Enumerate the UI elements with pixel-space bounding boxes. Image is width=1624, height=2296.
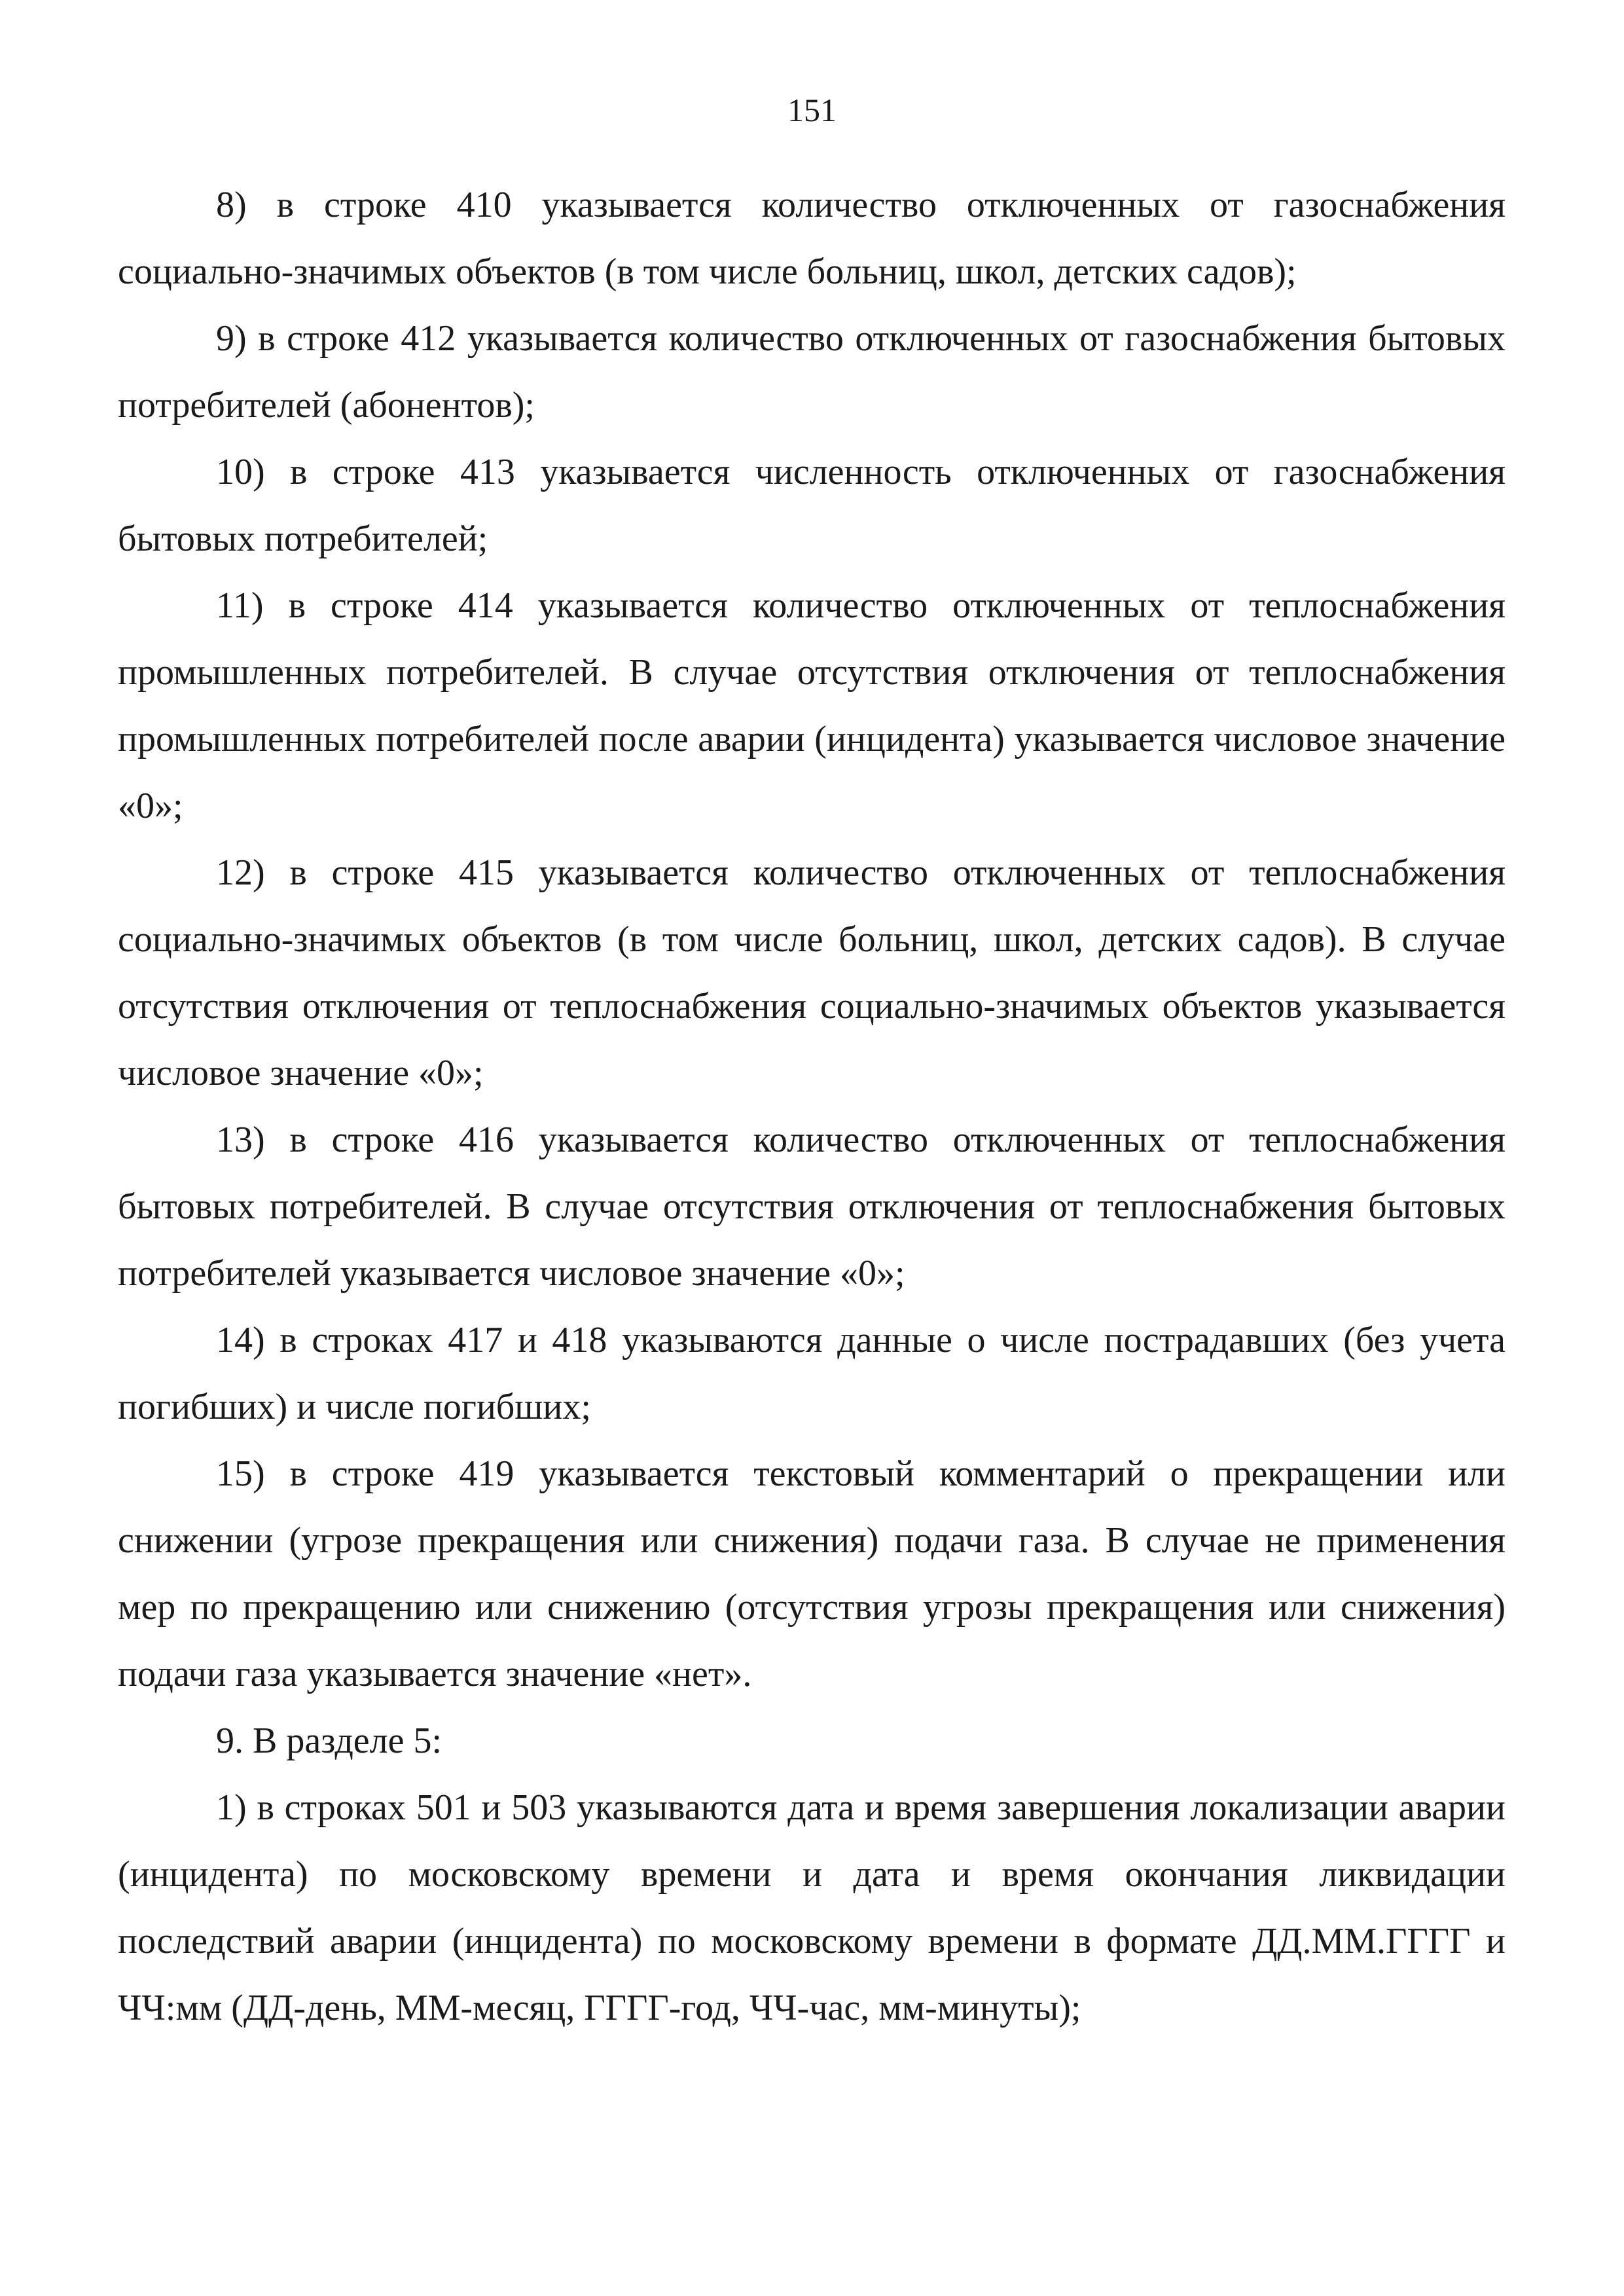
- paragraph-item-11-row-414: 11) в строке 414 указывается количество отключенных от теплоснабжения промышленных потребителей. В случае отсутствия отключения от теплоснабжения промышленных потребителей после аварии (инцидента) указывается числовое значение «0»;: [118, 585, 1506, 826]
- section-5-heading: 9. В разделе 5:: [216, 1721, 442, 1761]
- paragraph-item-13-row-416: 13) в строке 416 указывается количество отключенных от теплоснабжения бытовых потребителей. В случае отсутствия отключения от теплоснабжения бытовых потребителей указывается числовое значение «0»;: [118, 1120, 1506, 1294]
- document-body: [118, 172, 1506, 2041]
- paragraph-item-15-row-419: 15) в строке 419 указывается текстовый комментарий о прекращении или снижении (угрозе прекращения или снижения) подачи газа. В случае не применения мер по прекращению или снижению (отсутствия угрозы прекращения или снижения) подачи газа указывается значение «нет».: [118, 1453, 1506, 1694]
- paragraph-item-1-rows-501-503: 1) в строках 501 и 503 указываются дата и время завершения локализации аварии (инцидента) по московскому времени и дата и время окончания ликвидации последствий аварии (инцидента) по московскому времени в формате ДД.ММ.ГГГГ и ЧЧ:мм (ДД-день, ММ-месяц, ГГГГ-год, ЧЧ-час, мм-минуты);: [118, 1787, 1506, 2028]
- page-number: 151: [787, 92, 837, 128]
- paragraph-item-14-rows-417-418: 14) в строках 417 и 418 указываются данные о числе пострадавших (без учета погибших) и числе погибших;: [118, 1320, 1506, 1427]
- paragraph-item-10-row-413: 10) в строке 413 указывается численность отключенных от газоснабжения бытовых потребителей;: [118, 452, 1506, 559]
- paragraph-item-9-row-412: 9) в строке 412 указывается количество отключенных от газоснабжения бытовых потребителей (абонентов);: [118, 318, 1506, 426]
- paragraph-item-12-row-415: 12) в строке 415 указывается количество отключенных от теплоснабжения социально-значимых объектов (в том числе больниц, школ, детских садов). В случае отсутствия отключения от теплоснабжения социально-значимых объектов указывается числовое значение «0»;: [118, 852, 1506, 1093]
- paragraph-item-8-row-410: 8) в строке 410 указывается количество отключенных от газоснабжения социально-значимых объектов (в том числе больниц, школ, детских садов);: [118, 185, 1506, 292]
